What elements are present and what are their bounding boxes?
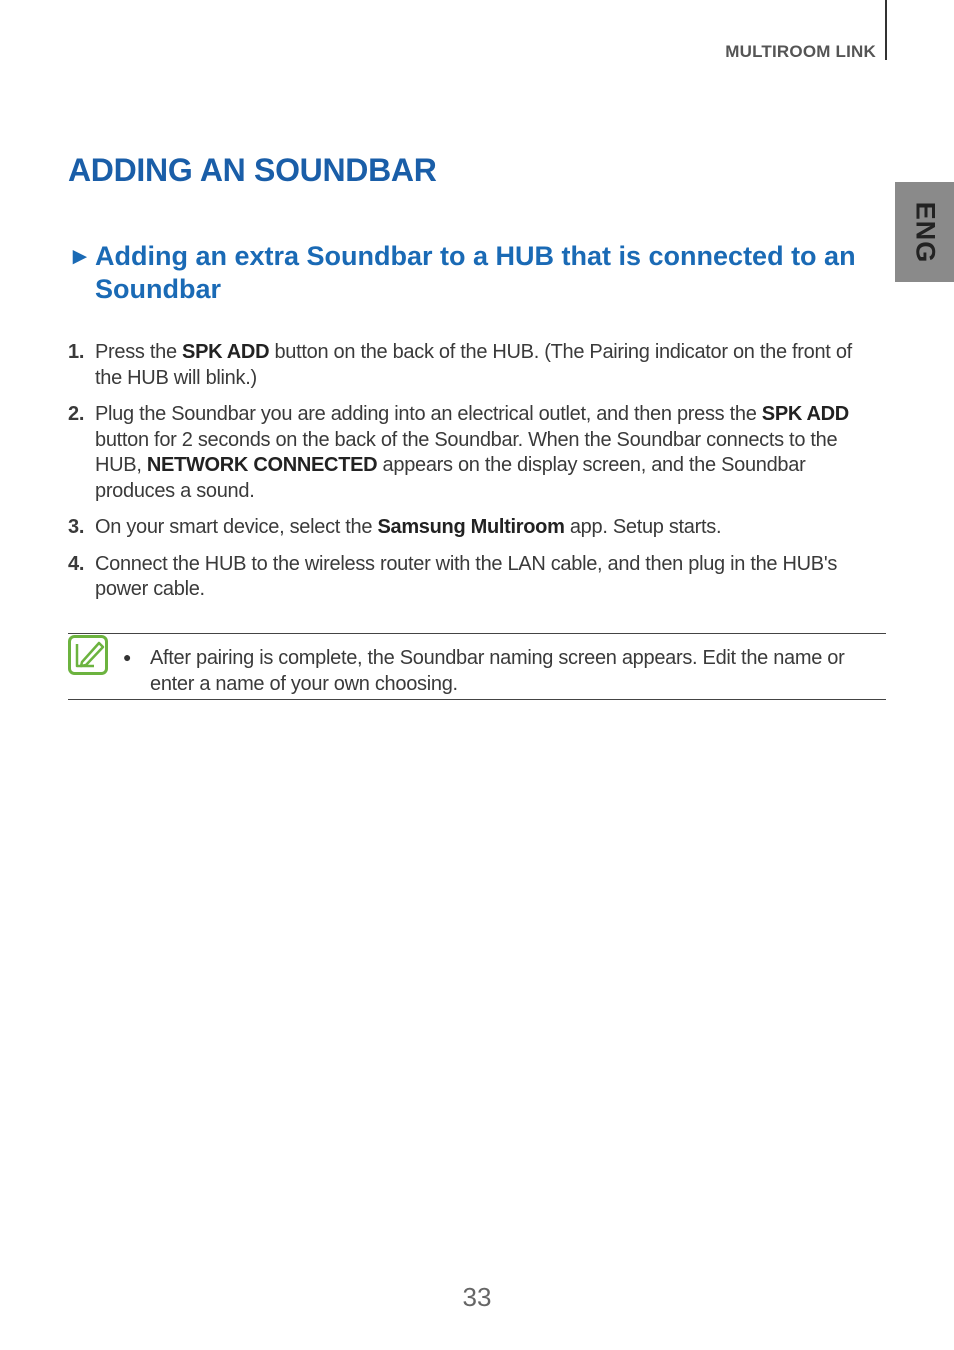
step-number: 4.: [68, 552, 85, 575]
step-item: [68, 340, 883, 391]
step-text-part: button on the back of the HUB. (The Pairing indicator on the front of the HUB will blink.): [95, 341, 852, 389]
step-text-part: Press the: [95, 341, 183, 363]
step-text-bold: Samsung Multiroom: [377, 516, 565, 538]
step-text-part: appears on the display screen, and the Soundbar produces a sound.: [95, 454, 806, 502]
triangle-marker-icon: ►: [68, 243, 92, 270]
steps-list: [68, 340, 883, 614]
note-pencil-icon: [68, 635, 108, 675]
step-item: [68, 402, 883, 504]
step-number: 2.: [68, 403, 85, 425]
step-text-bold: NETWORK CONNECTED: [146, 454, 378, 476]
step-text: [95, 402, 883, 504]
note-box: [68, 633, 886, 700]
header-divider: [885, 0, 887, 60]
step-text-bold: SPK ADD: [182, 341, 270, 363]
step-text-part: app. Setup starts.: [564, 516, 722, 538]
bullet-icon: ●: [123, 649, 132, 665]
step-text-part: On your smart device, select the: [95, 516, 378, 538]
language-tab-label: ENG: [910, 201, 941, 263]
language-tab: [895, 182, 954, 282]
step-number: 1.: [68, 341, 85, 363]
step-text: [95, 515, 883, 541]
page-number: 33: [462, 1282, 492, 1312]
step-text: [95, 552, 883, 603]
section-heading-text: Adding an extra Soundbar to a HUB that is connected to an Soundbar: [95, 241, 856, 304]
page-title: ADDING AN SOUNDBAR: [68, 152, 437, 188]
step-item: [68, 552, 883, 603]
note-text: After pairing is complete, the Soundbar naming screen appears. Edit the name or enter a name of your own choosing.: [150, 647, 845, 695]
step-item: [68, 515, 883, 541]
step-text-part: Plug the Soundbar you are adding into an electrical outlet, and then press the: [95, 403, 762, 425]
running-header: MULTIROOM LINK: [725, 42, 876, 61]
step-text-bold: SPK ADD: [761, 403, 849, 425]
step-text-part: Connect the HUB to the wireless router with the LAN cable, and then plug in the HUB's power cable.: [95, 552, 838, 600]
step-text: [95, 340, 883, 391]
step-number: 3.: [68, 516, 85, 538]
step-text-part: button for 2 seconds on the back of the Soundbar. When the Soundbar connects to the HUB,: [95, 428, 838, 476]
section-heading: [68, 240, 878, 306]
